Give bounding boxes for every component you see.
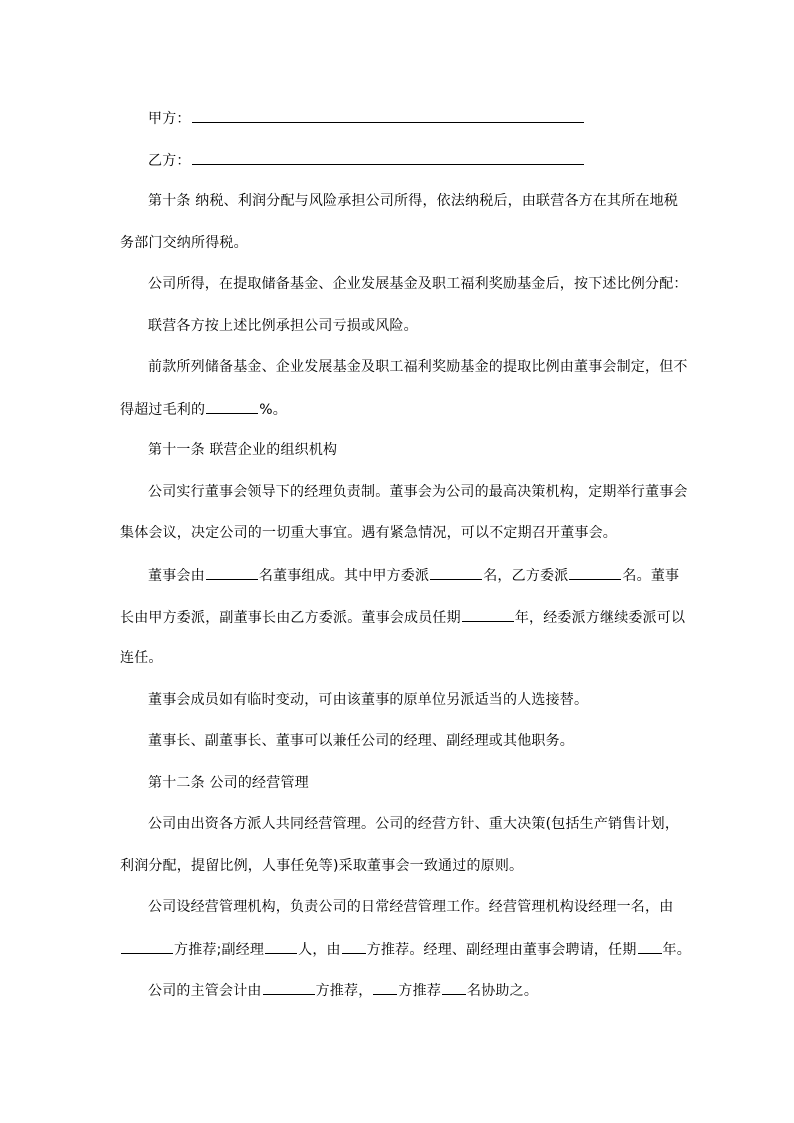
art10-p2: 公司所得，在提取储备基金、企业发展基金及职工福利奖励基金后，按下述比例分配： [148, 276, 688, 292]
art11-p3: 董事会成员如有临时变动，可由该董事的原单位另派适当的人选接替。 [148, 692, 589, 708]
art10-p4-line2 [120, 399, 287, 420]
fill-blank [206, 565, 258, 580]
art11-p4: 董事长、副董事长、董事可以兼任公司的经理、副经理或其他职务。 [148, 733, 574, 749]
art12-title: 第十二条 公司的经营管理 [148, 775, 309, 791]
text-segment: 得超过毛利的 [120, 402, 206, 418]
party-a-line [148, 108, 585, 129]
text-segment: 方推荐。经理、副经理由董事会聘请，任期 [366, 942, 637, 958]
text-segment: 方推荐;副经理 [174, 942, 265, 958]
fill-blank [265, 939, 297, 954]
text-segment: 名。董事 [622, 568, 680, 584]
text-segment: 年。 [662, 942, 691, 958]
art11-p2-line1 [148, 565, 679, 586]
art11-title: 第十一条 联营企业的组织机构 [148, 442, 338, 458]
text-segment: 方推荐 [398, 983, 442, 999]
art10-p1-line1: 第十条 纳税、利润分配与风险承担公司所得，依法纳税后，由联营各方在其所在地税 [148, 193, 679, 209]
art11-p1-line2: 集体会议，决定公司的一切重大事宜。遇有紧急情况，可以不定期召开董事会。 [120, 525, 617, 541]
fill-blank [462, 607, 514, 622]
art10-p4-line1: 前款所列储备基金、企业发展基金及职工福利奖励基金的提取比例由董事会制定，但不 [148, 359, 688, 375]
party-a-label: 甲方： [148, 111, 191, 127]
party-b-line [148, 150, 585, 171]
art12-p1-line1: 公司由出资各方派人共同经营管理。公司的经营方针、重大决策(包括生产销售计划， [148, 816, 680, 832]
art12-p1-line2: 利润分配，提留比例，人事任免等)采取董事会一致通过的原则。 [120, 858, 524, 874]
fill-blank [263, 980, 315, 995]
text-segment: 方推荐， [315, 983, 373, 999]
text-segment: 名协助之。 [467, 983, 539, 999]
text-segment: 公司的主管会计由 [148, 983, 262, 999]
text-segment: 董事会由 [148, 568, 205, 584]
fill-blank [121, 939, 173, 954]
fill-blank [569, 565, 621, 580]
fill-blank [342, 939, 366, 954]
fill-blank [430, 565, 482, 580]
party-a-blank [192, 108, 584, 123]
art11-p1-line1: 公司实行董事会领导下的经理负责制。董事会为公司的最高决策机构，定期举行董事会 [148, 484, 688, 500]
art10-p1-line2: 务部门交纳所得税。 [120, 235, 248, 251]
party-b-label: 乙方： [148, 153, 191, 169]
text-segment: %。 [259, 402, 287, 418]
text-segment: 人，由 [298, 942, 341, 958]
fill-blank [373, 980, 397, 995]
text-segment: 名，乙方委派 [483, 568, 569, 584]
text-segment: 长由甲方委派，副董事长由乙方委派。董事会成员任期 [120, 610, 461, 626]
art10-p3: 联营各方按上述比例承担公司亏损或风险。 [148, 318, 418, 334]
art12-p2-line1: 公司设经营管理机构，负责公司的日常经营管理工作。经营管理机构设经理一名，由 [148, 899, 674, 915]
art12-p3 [148, 980, 538, 1001]
text-segment: 年，经委派方继续委派可以 [514, 610, 686, 626]
art11-p2-line3: 连任。 [120, 650, 163, 666]
party-b-blank [192, 150, 584, 165]
art11-p2-line2 [120, 607, 685, 628]
fill-blank [442, 980, 466, 995]
text-segment: 名董事组成。其中甲方委派 [258, 568, 430, 584]
fill-blank [206, 399, 258, 414]
fill-blank [638, 939, 662, 954]
art12-p2-line2 [120, 939, 691, 960]
